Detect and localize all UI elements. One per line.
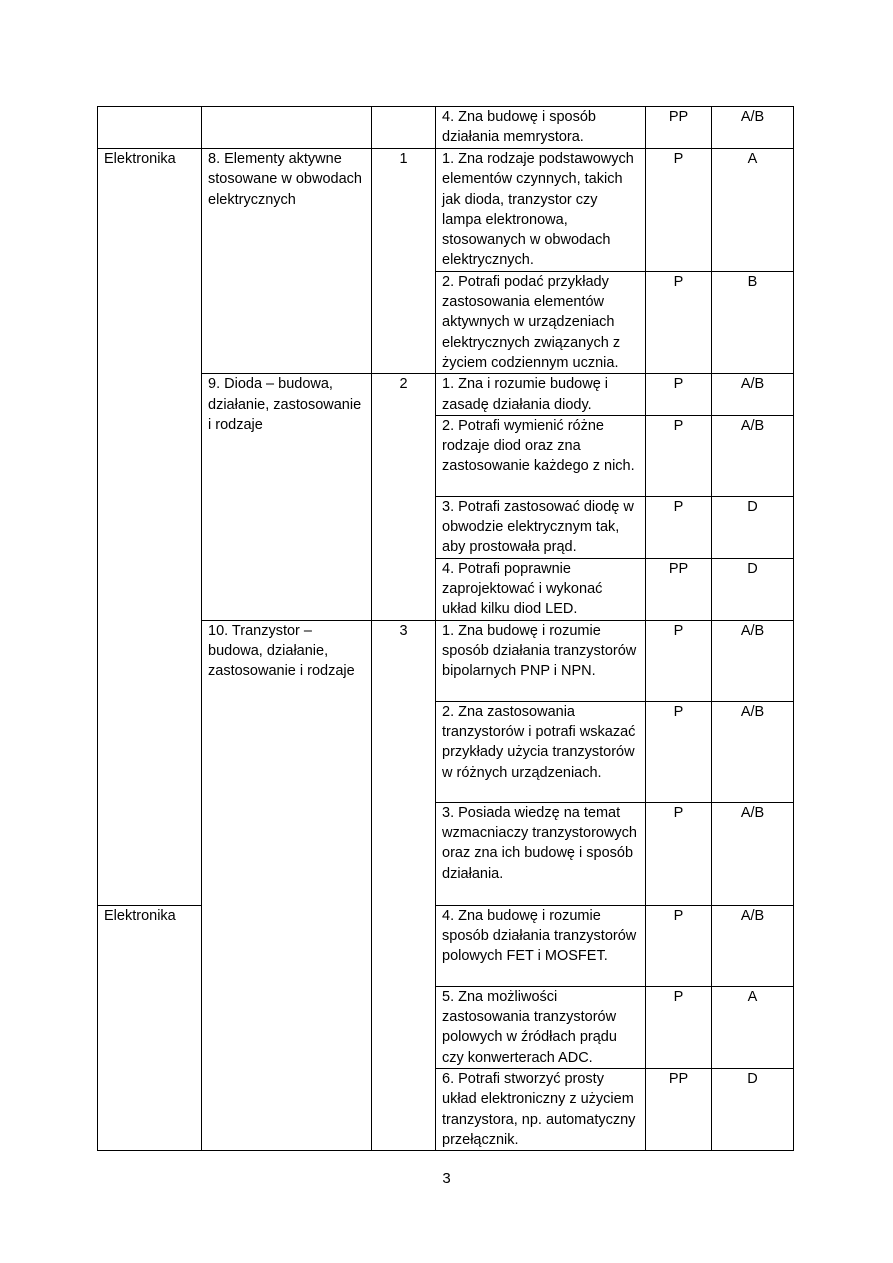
category-cell: D — [712, 496, 794, 558]
requirement-cell: 1. Zna i rozumie budowę i zasadę działania diody. — [436, 374, 646, 416]
level-cell: P — [646, 271, 712, 373]
requirement-cell: 3. Potrafi zastosować diodę w obwodzie elektrycznym tak, aby prostowała prąd. — [436, 496, 646, 558]
category-cell: D — [712, 1068, 794, 1150]
table-row — [98, 107, 794, 149]
topic-cell: 9. Dioda – budowa, działanie, zastosowanie i rodzaje — [202, 374, 372, 620]
requirement-cell: 1. Zna rodzaje podstawowych elementów czynnych, takich jak dioda, tranzystor czy lampa elektronowa, stosowanych w obwodach elektrycznych. — [436, 149, 646, 272]
category-cell: A/B — [712, 905, 794, 986]
table-row — [98, 149, 794, 272]
requirement-cell: 5. Zna możliwości zastosowania tranzystorów polowych w źródłach prądu czy konwerterach ADC. — [436, 986, 646, 1068]
topic-cell: 8. Elementy aktywne stosowane w obwodach elektrycznych — [202, 149, 372, 374]
section-cell-empty — [98, 107, 202, 149]
requirement-cell: 6. Potrafi stworzyć prosty układ elektroniczny z użyciem tranzystora, np. automatyczny przełącznik. — [436, 1068, 646, 1150]
category-cell: A — [712, 986, 794, 1068]
topic-cell — [202, 107, 372, 149]
category-cell: A/B — [712, 374, 794, 416]
category-cell: A — [712, 149, 794, 272]
level-cell: P — [646, 374, 712, 416]
level-cell: P — [646, 701, 712, 802]
requirement-cell: 1. Zna budowę i rozumie sposób działania tranzystorów bipolarnych PNP i NPN. — [436, 620, 646, 701]
table-row — [98, 374, 794, 416]
category-cell: A/B — [712, 701, 794, 802]
hours-cell — [372, 107, 436, 149]
hours-cell: 2 — [372, 374, 436, 620]
requirement-cell: 4. Potrafi poprawnie zaprojektować i wykonać układ kilku diod LED. — [436, 558, 646, 620]
level-cell: PP — [646, 107, 712, 149]
topic-cell: 10. Tranzystor – budowa, działanie, zastosowanie i rodzaje — [202, 620, 372, 1150]
page-number: 3 — [442, 1170, 451, 1187]
requirement-cell: 2. Potrafi wymienić różne rodzaje diod oraz zna zastosowanie każdego z nich. — [436, 415, 646, 496]
requirement-cell: 2. Potrafi podać przykłady zastosowania elementów aktywnych w urządzeniach elektrycznych związanych z życiem codziennym ucznia. — [436, 271, 646, 373]
category-cell: B — [712, 271, 794, 373]
category-cell: A/B — [712, 802, 794, 905]
requirement-cell: 4. Zna budowę i sposób działania memrystora. — [436, 107, 646, 149]
category-cell: D — [712, 558, 794, 620]
requirement-cell: 3. Posiada wiedzę na temat wzmacniaczy tranzystorowych oraz zna ich budowę i sposób działania. — [436, 802, 646, 905]
level-cell: P — [646, 149, 712, 272]
level-cell: P — [646, 415, 712, 496]
requirement-cell: 2. Zna zastosowania tranzystorów i potrafi wskazać przykłady użycia tranzystorów w różnych urządzeniach. — [436, 701, 646, 802]
curriculum-table — [97, 106, 794, 1151]
level-cell: P — [646, 802, 712, 905]
requirement-cell: 4. Zna budowę i rozumie sposób działania tranzystorów polowych FET i MOSFET. — [436, 905, 646, 986]
section-cell: Elektronika — [98, 149, 202, 906]
category-cell: A/B — [712, 107, 794, 149]
level-cell: PP — [646, 1068, 712, 1150]
category-cell: A/B — [712, 415, 794, 496]
level-cell: P — [646, 496, 712, 558]
level-cell: P — [646, 620, 712, 701]
level-cell: P — [646, 986, 712, 1068]
level-cell: PP — [646, 558, 712, 620]
section-cell: Elektronika — [98, 905, 202, 1150]
table-row — [98, 620, 794, 701]
hours-cell: 1 — [372, 149, 436, 374]
category-cell: A/B — [712, 620, 794, 701]
hours-cell: 3 — [372, 620, 436, 1150]
level-cell: P — [646, 905, 712, 986]
